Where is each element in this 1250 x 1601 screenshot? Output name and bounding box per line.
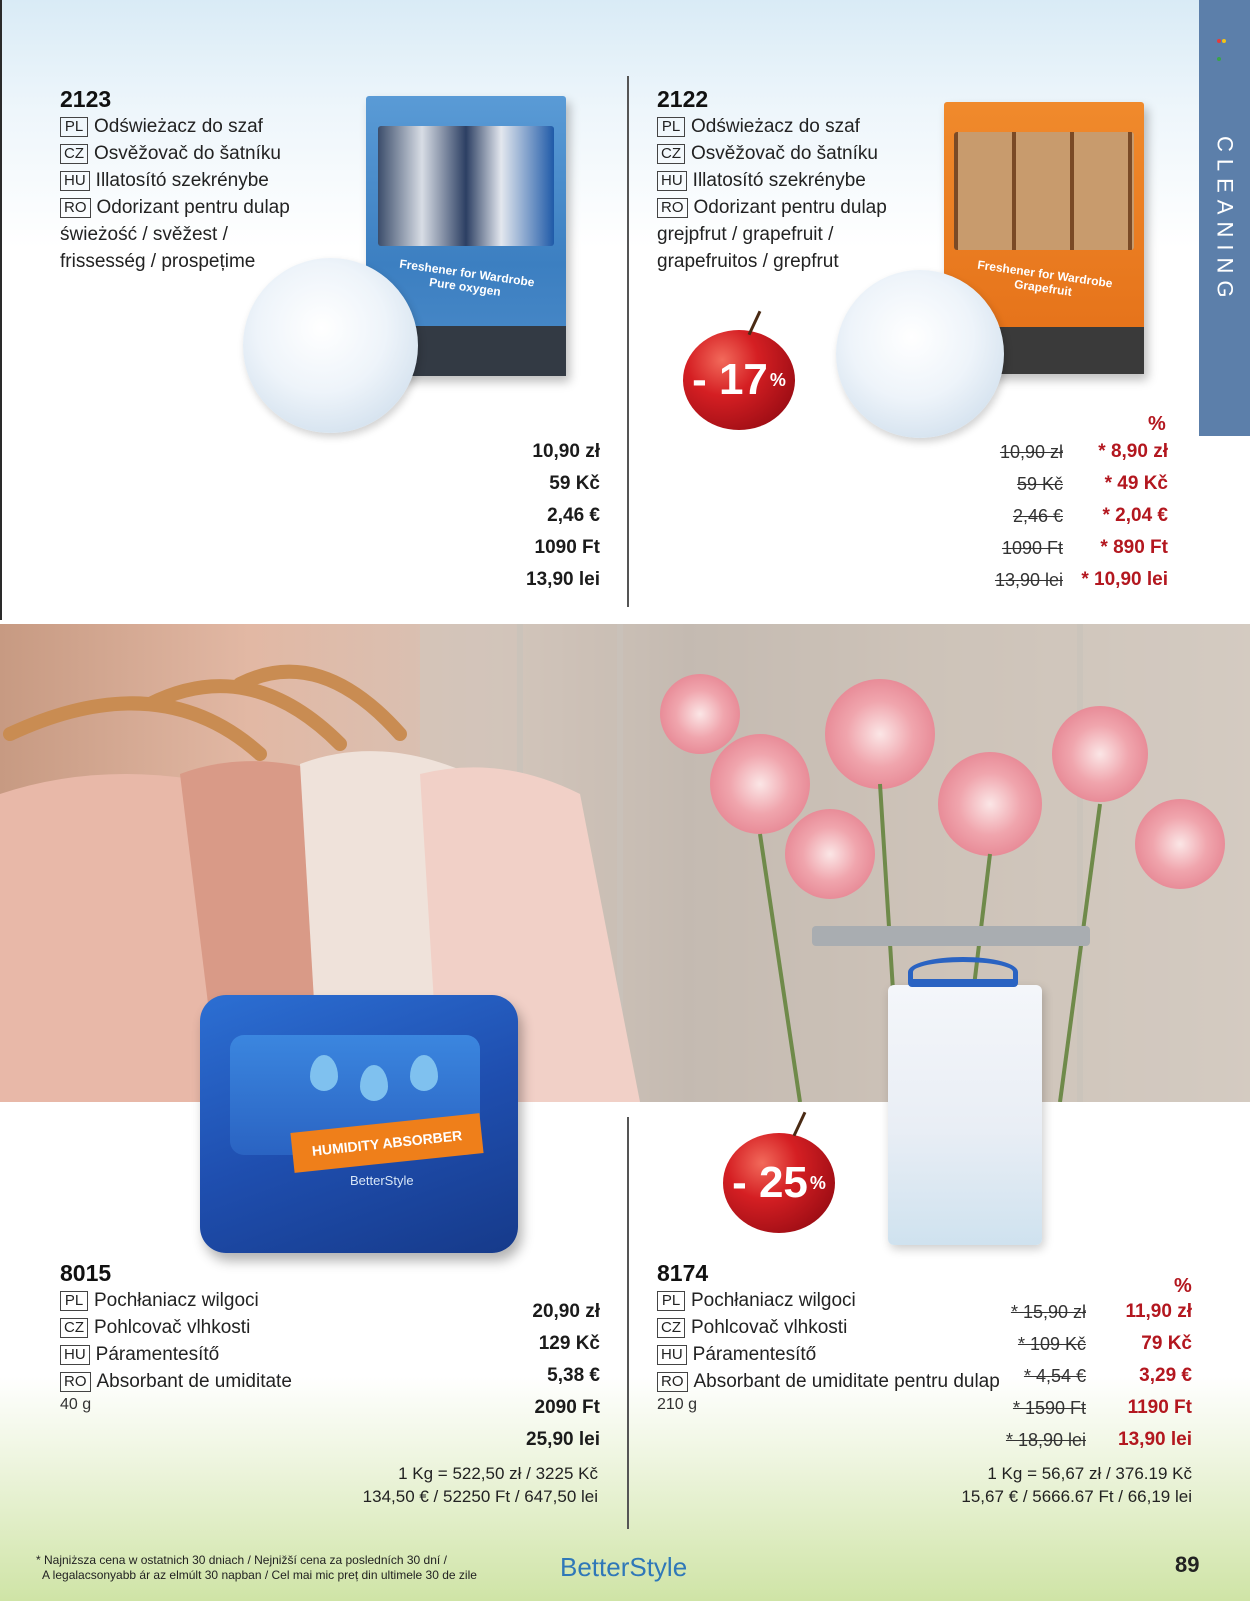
- name-text: Pochłaniacz wilgoci: [691, 1290, 856, 1311]
- name-text: Absorbant de umiditate: [96, 1371, 292, 1392]
- sale-price-pln: 11,90 zł: [1125, 1301, 1192, 1322]
- unit-price: [300, 1462, 598, 1508]
- description-line: frissesség / prospețime: [60, 251, 256, 272]
- price-huf: 1090 Ft: [534, 537, 600, 558]
- product-names: [657, 113, 887, 221]
- name-row-ro: [657, 194, 887, 221]
- sale-price-list: [1040, 436, 1168, 596]
- description-line: grapefruitos / grepfrut: [657, 251, 839, 272]
- unit-price-line: 1 Kg = 522,50 zł / 3225 Kč: [398, 1464, 598, 1483]
- name-text: Odorizant pentru dulap: [693, 197, 887, 218]
- old-price-pln: * 15,90 zł: [1010, 1302, 1086, 1322]
- name-text: Illatosító szekrénybe: [95, 170, 269, 191]
- name-row-hu: [60, 167, 290, 194]
- name-text: Odświeżacz do szaf: [691, 116, 860, 137]
- name-row-pl: [60, 1287, 292, 1314]
- sale-price-ron: 13,90 lei: [1118, 1429, 1192, 1450]
- product-names: [657, 1287, 1000, 1395]
- old-price-pln: 10,90 zł: [999, 442, 1063, 462]
- top-divider: [627, 76, 629, 607]
- product-code: 2122: [657, 86, 709, 112]
- name-text: Pohlcovač vlhkosti: [94, 1317, 251, 1338]
- left-edge-rule: [0, 0, 2, 620]
- old-price-ron: * 18,90 lei: [1005, 1430, 1086, 1450]
- product-names: [60, 113, 290, 221]
- product-code: 2123: [60, 86, 112, 112]
- freshener-disc-image: [836, 270, 1004, 438]
- sale-price-ron: * 10,90 lei: [1081, 569, 1168, 590]
- name-text: Absorbant de umiditate pentru dulap: [693, 1371, 1000, 1392]
- price-eur: 2,46 €: [547, 505, 600, 526]
- lang-tag: CZ: [60, 144, 88, 164]
- lang-tag: RO: [657, 198, 688, 218]
- product-code: 8174: [657, 1260, 709, 1286]
- name-text: Illatosító szekrénybe: [692, 170, 866, 191]
- category-label: CLEANING: [1212, 135, 1238, 305]
- lang-tag: CZ: [657, 1318, 685, 1338]
- lang-tag: PL: [60, 117, 88, 137]
- water-drop-icon: [410, 1055, 438, 1091]
- blue-hanger-icon: [908, 957, 1018, 987]
- wardrobe-lifestyle-photo: [0, 624, 1250, 1102]
- discount-apple-badge: [723, 1133, 835, 1233]
- name-row-ro: [657, 1368, 1000, 1395]
- discount-sign: %: [769, 369, 786, 390]
- box-brand: BetterStyle: [350, 1173, 414, 1188]
- name-row-cz: [60, 1314, 292, 1341]
- name-row-ro: [60, 1368, 292, 1395]
- sale-price-eur: 3,29 €: [1139, 1365, 1192, 1386]
- name-text: Osvěžovač do šatníku: [94, 143, 281, 164]
- price-list: [470, 436, 600, 596]
- hanging-absorber-bag-image: [888, 985, 1042, 1245]
- lang-tag: RO: [60, 1372, 91, 1392]
- lang-tag: HU: [657, 171, 687, 191]
- old-price-huf: * 1590 Ft: [1012, 1398, 1086, 1418]
- lang-tag: HU: [60, 171, 90, 191]
- old-price-czk: 59 Kč: [1016, 474, 1063, 494]
- product-names: [60, 1287, 292, 1395]
- name-text: Páramentesítő: [95, 1344, 220, 1365]
- name-text: Odświeżacz do szaf: [94, 116, 263, 137]
- name-text: Odorizant pentru dulap: [96, 197, 290, 218]
- description-line: świeżość / svěžest /: [60, 224, 228, 245]
- price-huf: 2090 Ft: [534, 1397, 600, 1418]
- lang-tag: CZ: [657, 144, 685, 164]
- percent-marker: %: [1148, 413, 1166, 435]
- brand-logo: BetterStyle: [560, 1552, 688, 1582]
- color-dots-icon: [1217, 30, 1231, 38]
- lang-tag: HU: [60, 1345, 90, 1365]
- lang-tag: PL: [657, 117, 685, 137]
- description-line: grejpfrut / grapefruit /: [657, 224, 834, 245]
- name-row-cz: [657, 140, 887, 167]
- price-footnote: [36, 1553, 477, 1583]
- unit-price: [900, 1462, 1192, 1508]
- lang-tag: RO: [657, 1372, 688, 1392]
- name-row-pl: [657, 1287, 1000, 1314]
- unit-price-line: 15,67 € / 5666.67 Ft / 66,19 lei: [961, 1487, 1192, 1506]
- name-text: Osvěžovač do šatníku: [691, 143, 878, 164]
- old-price-czk: * 109 Kč: [1017, 1334, 1086, 1354]
- price-pln: 10,90 zł: [532, 441, 600, 462]
- product-weight: 40 g: [60, 1396, 92, 1413]
- name-row-hu: [60, 1341, 292, 1368]
- sale-price-huf: * 890 Ft: [1100, 537, 1168, 558]
- old-price-list: [966, 1296, 1086, 1456]
- sale-price-pln: * 8,90 zł: [1098, 441, 1168, 462]
- lang-tag: RO: [60, 198, 91, 218]
- product-code: 8015: [60, 1260, 112, 1286]
- name-row-hu: [657, 167, 887, 194]
- discount-sign: %: [809, 1172, 826, 1193]
- box-label: Freshener for Wardrobe Grapefruit: [976, 257, 1114, 299]
- lang-tag: PL: [60, 1291, 88, 1311]
- page-number: 89: [1175, 1552, 1200, 1577]
- product-description: [657, 221, 839, 275]
- percent-marker: %: [1174, 1275, 1192, 1297]
- product-description: [60, 221, 255, 275]
- discount-apple-badge: [683, 330, 795, 430]
- discount-value: - 17: [692, 355, 768, 404]
- water-drop-icon: [310, 1055, 338, 1091]
- sale-price-czk: 79 Kč: [1141, 1333, 1192, 1354]
- box-label: Freshener for Wardrobe Pure oxygen: [398, 256, 536, 299]
- old-price-huf: 1090 Ft: [1001, 538, 1063, 558]
- unit-price-line: 1 Kg = 56,67 zł / 376.19 Kč: [987, 1464, 1192, 1483]
- sale-price-eur: * 2,04 €: [1102, 505, 1168, 526]
- price-czk: 129 Kč: [538, 1333, 600, 1354]
- name-row-pl: [60, 113, 290, 140]
- humidity-absorber-box-image: [200, 995, 518, 1253]
- lang-tag: HU: [657, 1345, 687, 1365]
- product-weight: 210 g: [657, 1396, 698, 1413]
- name-row-ro: [60, 194, 290, 221]
- water-drop-icon: [360, 1065, 388, 1101]
- price-eur: 5,38 €: [547, 1365, 600, 1386]
- name-row-pl: [657, 113, 887, 140]
- name-text: Páramentesítő: [692, 1344, 817, 1365]
- box-label: HUMIDITY ABSORBER: [290, 1113, 483, 1173]
- category-side-tab: [1199, 0, 1250, 436]
- discount-value: - 25: [732, 1158, 808, 1207]
- price-pln: 20,90 zł: [532, 1301, 600, 1322]
- bottom-divider: [627, 1117, 629, 1529]
- old-price-ron: 13,90 lei: [994, 570, 1063, 590]
- name-text: Pochłaniacz wilgoci: [94, 1290, 259, 1311]
- sale-price-list: [1070, 1296, 1192, 1456]
- freshener-disc-image: [243, 258, 418, 433]
- name-row-cz: [657, 1314, 1000, 1341]
- unit-price-line: 134,50 € / 52250 Ft / 647,50 lei: [362, 1487, 598, 1506]
- lang-tag: PL: [657, 1291, 685, 1311]
- sale-price-huf: 1190 Ft: [1127, 1397, 1192, 1418]
- sale-price-czk: * 49 Kč: [1104, 473, 1168, 494]
- footnote-line: * Najniższa cena w ostatnich 30 dniach / Nejnižší cena za posledních 30 dní /: [36, 1553, 447, 1567]
- old-price-eur: 2,46 €: [1012, 506, 1063, 526]
- name-text: Pohlcovač vlhkosti: [691, 1317, 848, 1338]
- price-list: [470, 1296, 600, 1456]
- lang-tag: CZ: [60, 1318, 88, 1338]
- price-ron: 13,90 lei: [526, 569, 600, 590]
- name-row-hu: [657, 1341, 1000, 1368]
- name-row-cz: [60, 140, 290, 167]
- footnote-line: A legalacsonyabb ár az elmúlt 30 napban / Cel mai mic preț din ultimele 30 de zile: [42, 1568, 477, 1582]
- price-czk: 59 Kč: [549, 473, 600, 494]
- old-price-eur: * 4,54 €: [1023, 1366, 1086, 1386]
- hangers-and-flowers-illustration: [0, 624, 1250, 1102]
- price-ron: 25,90 lei: [526, 1429, 600, 1450]
